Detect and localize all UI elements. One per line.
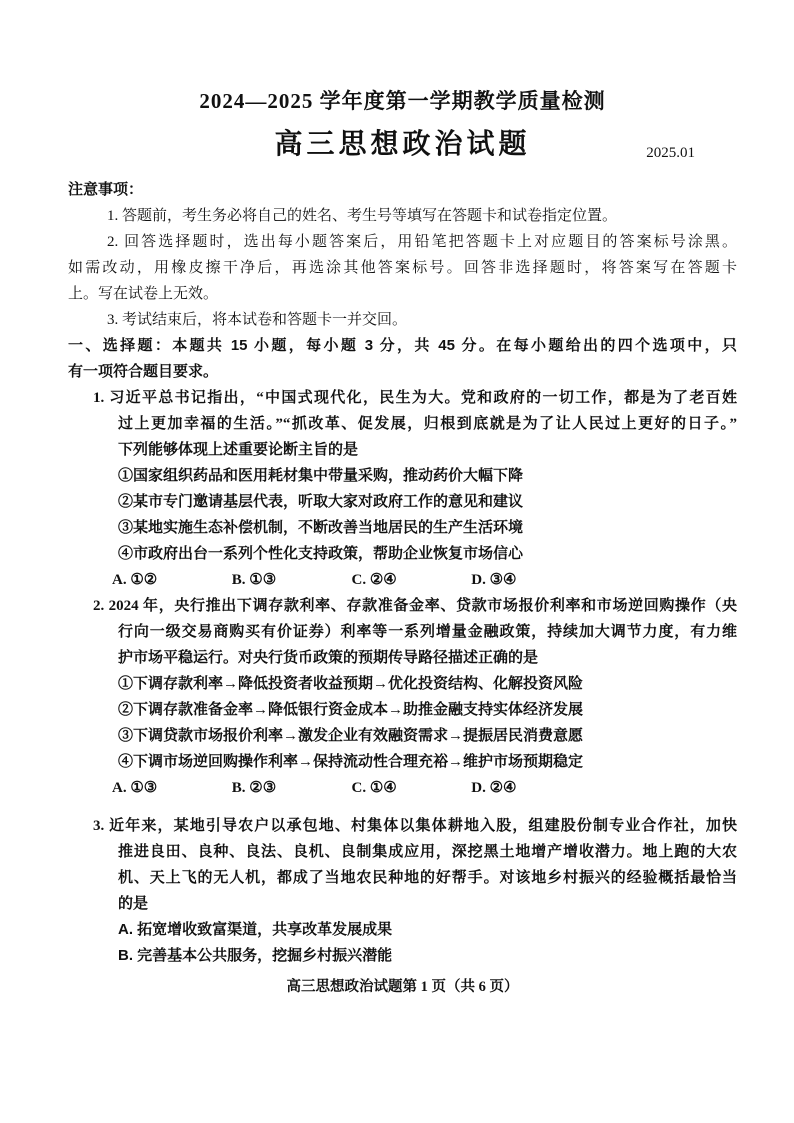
notice-item-2-line-2: 如需改动，用橡皮擦干净后，再选涂其他答案标号。回答非选择题时，将答案写在答题卡: [68, 260, 737, 276]
section-1-header-line-2: 有一项符合题目要求。: [68, 363, 219, 380]
question-3-stem-line-2: 推进良田、良种、良法、良机、良制集成应用，深挖黑土地增产增收潜力。地上跑的大农: [118, 844, 737, 860]
question-3-option-b: B. 完善基本公共服务，挖掘乡村振兴潜能: [118, 947, 393, 964]
question-1-option-d: D. ③④: [471, 572, 517, 588]
question-2-statement-1: ①下调存款利率→降低投资者收益预期→优化投资结构、化解投资风险: [118, 675, 584, 692]
question-3: [68, 813, 737, 969]
question-3-stem-line-4: 的是: [118, 896, 149, 912]
question-2-stem-line-2: 行向一级交易商购买有价证券）利率等一系列增量金融政策，持续加大调节力度，有力维: [118, 624, 737, 640]
notice-item-3: 3. 考试结束后，将本试卷和答题卡一并交回。: [107, 312, 408, 328]
question-2: [68, 593, 737, 801]
exam-title-line2: 高三思想政治试题: [274, 128, 531, 159]
notice-item-1: 1. 答题前，考生务必将自己的姓名、考生号等填写在答题卡和试卷指定位置。: [107, 208, 618, 224]
question-3-stem-line-1: 3. 近年来，某地引导农户以承包地、村集体以集体耕地入股，组建股份制专业合作社，加快: [93, 818, 737, 834]
notice-section: [68, 177, 737, 333]
question-2-stem-line-1: 2. 2024 年，央行推出下调存款利率、存款准备金率、贷款市场报价利率和市场逆回购操作（央: [93, 598, 737, 614]
exam-title-line1: 2024—2025 学年度第一学期教学质量检测: [199, 89, 606, 113]
question-1-stem-line-3: 下列能够体现上述重要论断主旨的是: [118, 442, 359, 458]
question-2-option-c: C. ①④: [351, 780, 397, 796]
exam-title-row: [68, 126, 737, 162]
question-1-stem-line-1: 1. 习近平总书记指出，“中国式现代化，民生为大。党和政府的一切工作，都是为了老百姓: [93, 390, 737, 406]
page-footer: 高三思想政治试题第 1 页（共 6 页）: [286, 979, 519, 995]
question-2-stem-line-3: 护市场平稳运行。对央行货币政策的预期传导路径描述正确的是: [118, 650, 539, 666]
question-1-option-a: A. ①②: [112, 572, 158, 588]
section-1-header-line-1: 一、选择题：本题共 15 小题，每小题 3 分，共 45 分。在每小题给出的四个选项中，只: [68, 337, 737, 354]
question-2-options-row: [68, 775, 737, 801]
notice-item-2-line-1: 2. 回答选择题时，选出每小题答案后，用铅笔把答题卡上对应题目的答案标号涂黑。: [107, 234, 737, 250]
question-2-statement-4: ④下调市场逆回购操作利率→保持流动性合理充裕→维护市场预期稳定: [118, 753, 584, 770]
question-1-statement-2: ②某市专门邀请基层代表，听取大家对政府工作的意见和建议: [118, 493, 524, 510]
question-1-option-b: B. ①③: [231, 572, 277, 588]
question-1-statement-4: ④市政府出台一系列个性化支持政策，帮助企业恢复市场信心: [118, 545, 524, 562]
question-2-option-b: B. ②③: [231, 780, 277, 796]
notice-item-2-line-3: 上。写在试卷上无效。: [68, 286, 219, 302]
question-1-option-c: C. ②④: [351, 572, 397, 588]
question-1-statement-3: ③某地实施生态补偿机制，不断改善当地居民的生产生活环境: [118, 519, 524, 536]
question-2-option-a: A. ①③: [112, 780, 158, 796]
question-2-statement-2: ②下调存款准备金率→降低银行资金成本→助推金融支持实体经济发展: [118, 701, 584, 718]
question-2-option-d: D. ②④: [471, 780, 517, 796]
question-2-statement-3: ③下调贷款市场报价利率→激发企业有效融资需求→提振居民消费意愿: [118, 727, 584, 744]
question-3-option-a: A. 拓宽增收致富渠道，共享改革发展成果: [118, 921, 393, 938]
question-3-stem-line-3: 机、天上飞的无人机，都成了当地农民种地的好帮手。对该地乡村振兴的经验概括最恰当: [118, 870, 737, 886]
section-1-header: [68, 333, 737, 385]
question-1: [68, 385, 737, 593]
notice-heading: 注意事项：: [68, 181, 144, 198]
question-1-stem-line-2: 过上更加幸福的生活。”“抓改革、促发展，归根到底就是为了让人民过上更好的日子。”: [118, 416, 737, 432]
question-1-statement-1: ①国家组织药品和医用耗材集中带量采购，推动药价大幅下降: [118, 467, 524, 484]
exam-date: 2025.01: [646, 145, 695, 161]
question-1-options-row: [68, 567, 737, 593]
